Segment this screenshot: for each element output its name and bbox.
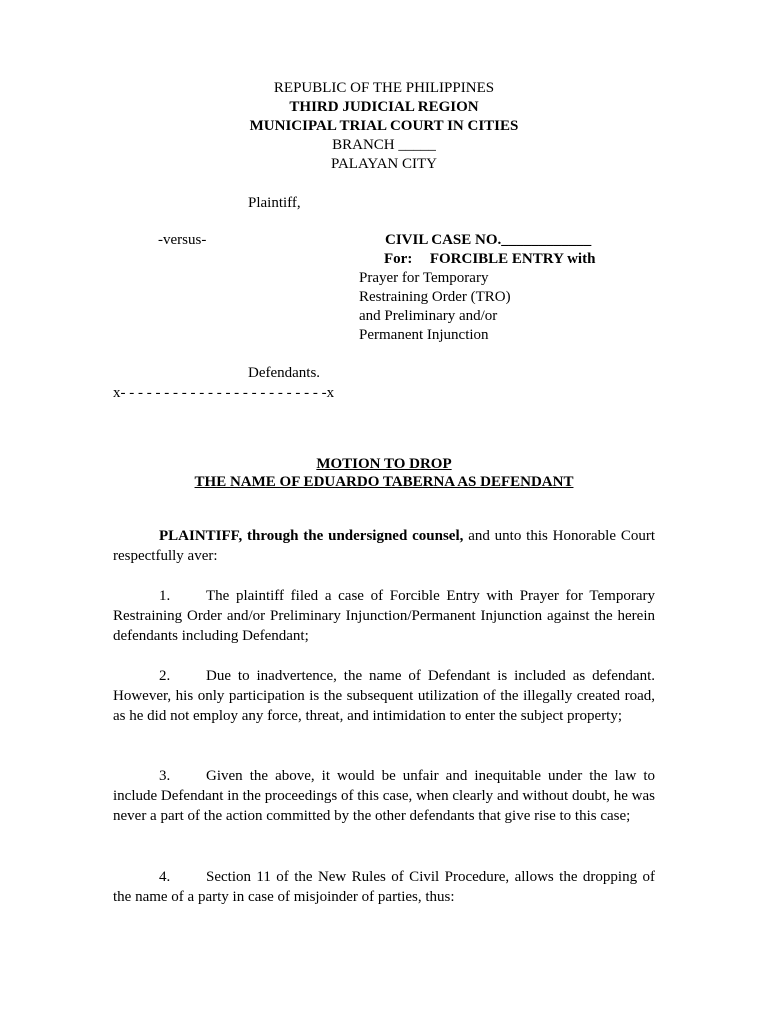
- caption-defendants: Defendants.: [248, 365, 321, 381]
- caption-versus: -versus-: [158, 232, 207, 248]
- paragraph-text: Due to inadvertence, the name of Defendant is included as defendant. However, his only participation is the subsequent utilization of the illegally created road, as he did not employ any force, threat, and intimidation to enter the subject property;: [113, 668, 655, 724]
- paragraph-number: 1.: [159, 588, 171, 604]
- numbered-paragraph: [113, 867, 655, 907]
- header-republic: REPUBLIC OF THE PHILIPPINES: [273, 80, 495, 96]
- paragraph-text: The plaintiff filed a case of Forcible Entry with Prayer for Temporary Restraining Order and/or Preliminary Injunction/Permanent Injunction against the herein defendants including Defendant;: [113, 588, 655, 644]
- caption-prayer-line: Permanent Injunction: [359, 327, 489, 343]
- caption-plaintiff: Plaintiff,: [248, 195, 301, 211]
- caption-prayer-line: Restraining Order (TRO): [359, 289, 511, 305]
- intro-counsel: through the undersigned counsel,: [247, 528, 464, 544]
- intro-paragraph: [113, 526, 655, 566]
- caption-prayer-line: and Preliminary and/or: [359, 308, 498, 324]
- paragraph-text: Section 11 of the New Rules of Civil Procedure, allows the dropping of the name of a party in case of misjoinder of parties, thus:: [113, 869, 655, 905]
- caption-case-no: CIVIL CASE NO.____________: [385, 232, 592, 248]
- header-branch: BRANCH _____: [332, 137, 436, 153]
- caption-for-text: FORCIBLE ENTRY with: [429, 251, 596, 267]
- paragraph-number: 4.: [159, 869, 171, 885]
- paragraph-number: 2.: [159, 668, 171, 684]
- paragraph-text: Given the above, it would be unfair and inequitable under the law to include Defendant in the proceedings of this case, when clearly and without doubt, he was never a part of the action committed by the other defendants that give rise to this case;: [113, 768, 655, 824]
- motion-title-line1: MOTION TO DROP: [316, 456, 452, 472]
- numbered-paragraph: [113, 586, 655, 646]
- caption-separator: x- - - - - - - - - - - - - - - - - - - - - - - -x: [113, 385, 335, 401]
- paragraph-number: 3.: [159, 768, 171, 784]
- intro-plaintiff: PLAINTIFF,: [159, 528, 243, 544]
- numbered-paragraph: [113, 666, 655, 726]
- motion-title-line2: THE NAME OF EDUARDO TABERNA AS DEFENDANT: [194, 474, 574, 490]
- header-court: MUNICIPAL TRIAL COURT IN CITIES: [249, 118, 519, 134]
- caption-for-label: For:: [384, 251, 413, 267]
- numbered-paragraph: [113, 766, 655, 826]
- header-region: THIRD JUDICIAL REGION: [289, 99, 479, 115]
- caption-prayer-line: Prayer for Temporary: [359, 270, 489, 286]
- header-city: PALAYAN CITY: [331, 156, 437, 172]
- intro-rest: and unto this Honorable Court respectfully aver:: [113, 528, 655, 564]
- caption-for-line: [384, 250, 595, 269]
